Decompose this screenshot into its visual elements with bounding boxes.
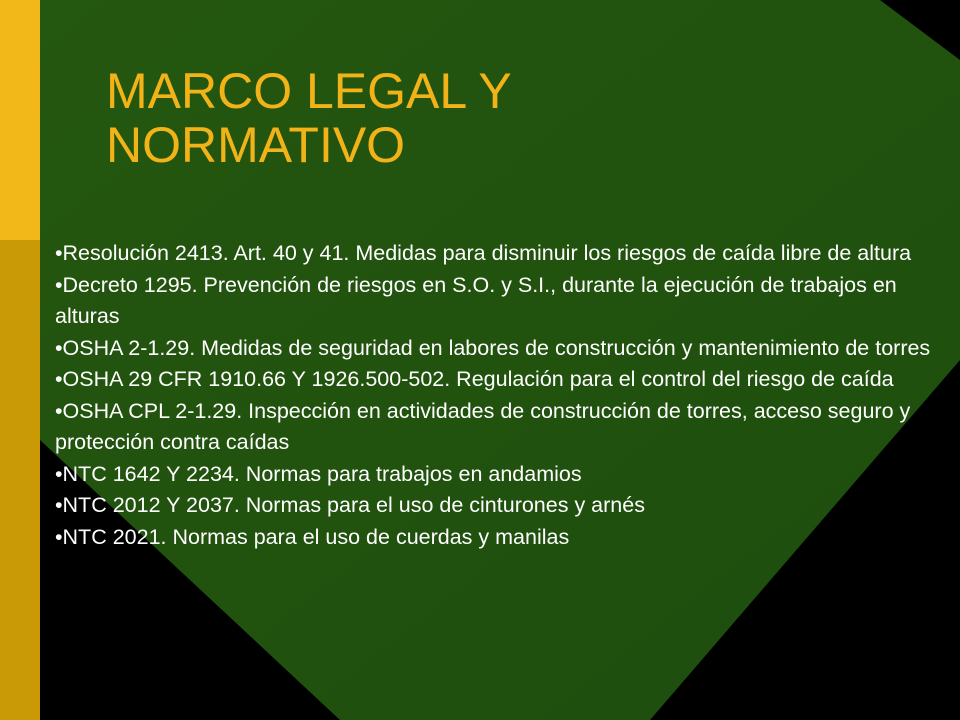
bullet-dot: • [55,241,63,265]
bullet-text: NTC 2021. Normas para el uso de cuerdas y manilas [62,524,570,549]
bullet-dot: • [55,461,63,486]
bullet-dot: • [55,335,63,360]
bullet-item [55,490,935,522]
left-accent-bar-top [0,0,40,240]
bullet-text: Decreto 1295. Prevención de riesgos en S.O. y S.I., durante la ejecución de trabajos en alturas [55,272,897,328]
bullet-dot: • [55,524,63,549]
bullet-item [55,396,935,459]
bullet-text: NTC 1642 Y 2234. Normas para trabajos en andamios [62,461,582,486]
bullet-dot: • [55,367,63,391]
bullet-dot: • [55,272,63,297]
bullet-dot: • [55,398,63,423]
bullet-dot: • [55,493,63,517]
bullet-item [55,522,935,554]
slide-title: MARCO LEGAL Y NORMATIVO [106,63,512,173]
bullet-text: OSHA 29 CFR 1910.66 Y 1926.500-502. Regulación para el control del riesgo de caída [62,367,894,391]
bullet-text: OSHA CPL 2-1.29. Inspección en actividades de construcción de torres, acceso seguro y protección contra caídas [55,398,911,454]
bullet-list [55,238,935,553]
bullet-text: NTC 2012 Y 2037. Normas para el uso de cinturones y arnés [62,493,645,517]
bullet-item [55,270,935,333]
bullet-text: Resolución 2413. Art. 40 y 41. Medidas para disminuir los riesgos de caída libre de altura [62,241,912,265]
bullet-item [55,238,935,270]
bullet-text: OSHA 2-1.29. Medidas de seguridad en labores de construcción y mantenimiento de torres [62,335,931,360]
bullet-item [55,333,935,365]
left-accent-bar-bottom [0,240,40,720]
bullet-item [55,459,935,491]
bullet-item [55,364,935,396]
